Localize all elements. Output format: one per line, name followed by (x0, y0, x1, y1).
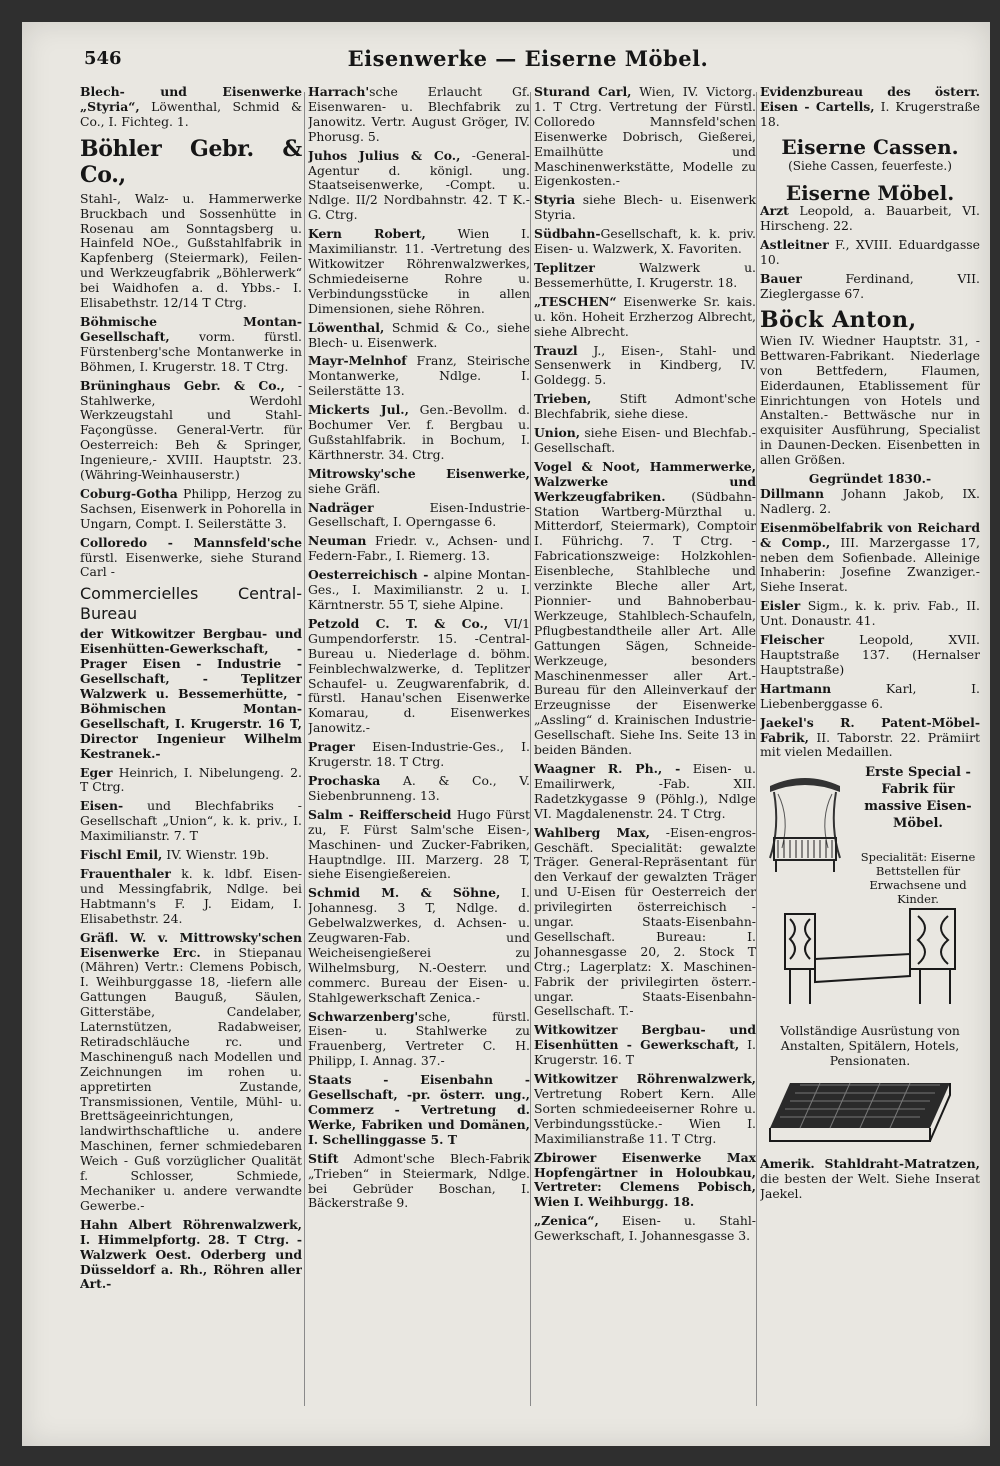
list-item: Löwenthal, Schmid & Co., siehe Blech- u. Eisenwerk. (308, 319, 530, 350)
list-item: Neuman Friedr. v., Achsen- und Federn-Fabr., I. Riemerg. 13. (308, 533, 530, 564)
directory-page (22, 22, 990, 1446)
list-item: Teplitzer Walzwerk u. Bessemerhütte, I. Krugerstr. 18. (534, 259, 756, 290)
list-item: Trieben, Stift Admont'sche Blechfabrik, siehe diese. (534, 391, 756, 422)
list-item: Nadräger Eisen-Industrie-Gesellschaft, I. Operngasse 6. (308, 499, 530, 530)
list-item: Eger Heinrich, I. Nibelungeng. 2. T Ctrg. (80, 764, 302, 795)
list-item: Brüninghaus Gebr. & Co., -Stahlwerke, Werdohl Werkzeugstahl und Stahl-Façongüsse. General-Vertr. für Oesterreich: Beh & Springer, Ingenieure,- XVIII. Hauptstr. 23. (Währing-Weinhauserstr.) (80, 377, 302, 483)
column-rule (530, 92, 531, 1406)
list-item: Eisen- und Blechfabriks - Gesellschaft „Union“, k. k. priv., I. Maximilianstr. 7. T (80, 798, 302, 844)
list-item: Commercielles Central-Bureau der Witkowitzer Bergbau- und Eisenhütten-Gewerkschaft, -Prager Eisen - Industrie - Gesellschaft, - Teplitzer Walzwerk u. Bessemerhütte, - Böhmischen Montan-Gesellschaft, I. Krugerstr. 16 T, Director Ingenieur Wilhelm Kestranek.- (80, 584, 302, 761)
column-4 (760, 85, 980, 1426)
list-item: Wahlberg Max, -Eisen-engros-Geschäft. Specialität: gewalzte Träger. General-Repräsentant für den Verkauf der gewalzten Träger und U-Eisen für Oesterreich der privilegirten österreichisch - ungar. Staats-Eisenbahn-Gesellschaft. Bureau: I. Johannesgasse 20, 2. Stock T Ctrg.; Lagerplatz: X. Maschinen-Fabrik der privilegirten österr.-ungar. Staats-Eisenbahn-Gesellschaft. T.- (534, 824, 756, 1019)
list-item: Waagner R. Ph., - Eisen- u. Emailirwerk, -Fab. XII. Radetzkygasse 9 (Pöhlg.), Ndlge VI. Magdalenenstr. 24. T Ctrg. (534, 760, 756, 821)
list-item: Böhmische Montan-Gesellschaft, vorm. fürstl. Fürstenberg'sche Montanwerke in Böhmen, I. Krugerstr. 18. T Ctrg. (80, 313, 302, 374)
list-item: Astleitner F., XVIII. Eduardgasse 10. (760, 237, 980, 268)
list-item: Südbahn-Gesellschaft, k. k. priv. Eisen- u. Walzwerk, X. Favoriten. (534, 226, 756, 257)
advertiser-name: Böck Anton, (760, 306, 917, 333)
page-header (78, 42, 978, 82)
section-reference: (Siehe Cassen, feuerfeste.) (788, 158, 952, 173)
list-item: Gräfl. W. v. Mittrowsky'schen Eisenwerke Erc. in Stiepanau (Mähren) Vertr.: Clemens Pobisch, I. Weihburggasse 18, -liefern alle Gattungen Bauguß, Säulen, Gitterstäbe, Candelaber, Laternstützen, Radabweiser, Retiradschläuche rc. und Maschinenguß nach Modellen und Zeichnungen im rohen u. appretirten Zustande, Transmissionen, Ventile, Mühl- u. Brettsägeeinrichtungen, landwirthschaftliche u. andere Maschinen, ferner schmiedebaren Weich - Guß vorzüglicher Qualität f. Schlosser, Schmiede, Mechaniker u. andere verwandte Gewerbe.- (80, 929, 302, 1213)
column-3 (534, 85, 756, 1426)
list-item: Oesterreichisch - alpine Montan-Ges., I. Maximilianstr. 2 u. I. Kärntnerstr. 55 T, siehe Alpine. (308, 567, 530, 612)
list-item: Mickerts Jul., Gen.-Bevollm. d. Bochumer Ver. f. Bergbau u. Gußstahlfabrik. in Bochum, I. Kärthnerstr. 34. Ctrg. (308, 402, 530, 462)
list-item: Evidenzbureau des österr. Eisen - Cartells, I. Krugerstraße 18. (760, 85, 980, 129)
display-name: Commercielles Central-Bureau (80, 584, 302, 624)
advertisement-jaekel (760, 764, 980, 1024)
list-item: Stift Admont'sche Blech-Fabrik „Trieben“ in Steiermark, Ndlge. bei Gebrüder Boschan, I. Bäckerstraße 9. (308, 1150, 530, 1211)
list-item: Dillmann Johann Jakob, IX. Nadlerg. 2. (760, 485, 980, 516)
list-item: Trauzl J., Eisen-, Stahl- und Sensenwerk in Kindberg, IV. Goldegg. 5. (534, 342, 756, 388)
advertisement-boeck (760, 306, 980, 487)
list-item: Sturand Carl, Wien, IV. Victorg. 1. T Ctrg. Vertretung der Fürstl. Colloredo Mannsfeld'schen Eisenwerke Dobrisch, Gießerei, Emailhütte und Maschinenwerkstätte, Modelle zu Eigenkosten.- (534, 85, 756, 189)
list-item: Fischl Emil, IV. Wienstr. 19b. (80, 847, 270, 863)
display-name: Böhler Gebr. & Co., (80, 135, 302, 188)
list-item: Bauer Ferdinand, VII. Zieglergasse 67. (760, 271, 980, 301)
list-item: Staats - Eisenbahn - Gesellschaft, -pr. österr. ung., Commerz - Vertretung d. Werke, Fabriken und Domänen, I. Schellinggasse 5. T (308, 1072, 530, 1147)
column-rule (756, 92, 757, 1406)
list-item: Prochaska A. & Co., V. Siebenbrunneng. 13. (308, 772, 530, 803)
list-item: Mayr-Melnhof Franz, Steirische Montanwerke, Ndlge. I. Seilerstätte 13. (308, 353, 530, 399)
list-item: Coburg-Gotha Philipp, Herzog zu Sachsen, Eisenwerk in Pohorella in Ungarn, Compt. I. Seilerstätte 3. (80, 485, 302, 531)
list-item: Styria siehe Blech- u. Eisenwerk Styria. (534, 192, 756, 223)
list-item: Blech- und Eisenwerke „Styria“, Löwenthal, Schmid & Co., I. Fichteg. 1. (80, 85, 302, 129)
list-item: Arzt Leopold, a. Bauarbeit, VI. Hirscheng. 22. (760, 203, 980, 234)
list-item: Witkowitzer Bergbau- und Eisenhütten - Gewerkschaft, I. Krugerstr. 16. T (534, 1022, 756, 1068)
column-1 (80, 85, 302, 1426)
list-item: Hartmann Karl, I. Liebenberggasse 6. (760, 680, 980, 711)
list-item: Union, siehe Eisen- und Blechfab.-Gesellschaft. (534, 425, 756, 455)
list-item: Witkowitzer Röhrenwalzwerk, Vertretung Robert Kern. Alle Sorten schmiedeeiserner Rohre u. Verbindungsstücke.- Wien I. Maximilianstraße 11. T Ctrg. (534, 1071, 756, 1146)
list-item: Harrach'sche Erlaucht Gf. Eisenwaren- u. Blechfabrik zu Janowitz. Vertr. August Gröger, IV. Phorusg. 5. (308, 85, 530, 144)
list-item: Schwarzenberg'sche, fürstl. Eisen- u. Stahlwerke zu Frauenberg, Vertreter C. H. Philipp, I. Annag. 37.- (308, 1008, 530, 1069)
list-item: Juhos Julius & Co., -General-Agentur d. königl. ung. Staatseisenwerke, -Compt. u. Ndlge. II/2 Nordbahnstr. 42. T K.-G. Ctrg. (308, 147, 530, 223)
list-item: Fleischer Leopold, XVII. Hauptstraße 137. (Hernalser Hauptstraße) (760, 632, 980, 677)
list-item: Prager Eisen-Industrie-Ges., I. Krugerstr. 18. T Ctrg. (308, 739, 530, 770)
section-heading: Eiserne Cassen. (781, 134, 959, 159)
column-2 (308, 85, 530, 1426)
list-item: Frauenthaler k. k. ldbf. Eisen- und Messingfabrik, Ndlge. bei Habtmann's F. J. Eidam, I. Elisabethstr. 24. (80, 865, 302, 926)
list-item: Hahn Albert Röhrenwalzwerk, I. Himmelpfortg. 28. T Ctrg. -Walzwerk Oest. Oderberg und Düsseldorf a. Rh., Röhren aller Art.- (80, 1216, 302, 1292)
list-item: Petzold C. T. & Co., VI/1 Gumpendorferstr. 15. -Central-Bureau u. Niederlage d. böhm. Feinblechwalzwerke, d. Teplitzer Schaufel- u. Zeugwarenfabrik, d. fürstl. Hanau'schen Eisenwerke Komarau, d. Eisenwerkes Janowitz.- (308, 615, 530, 736)
mattress-illustration (760, 1073, 960, 1153)
list-item: „TESCHEN“ Eisenwerke Sr. kais. u. kön. Hoheit Erzherzog Albrecht, siehe Albrecht. (534, 293, 756, 339)
founded-line: Gegründet 1830.- (808, 471, 932, 487)
list-item: Amerik. Stahldraht-Matratzen, die besten der Welt. Siehe Inserat Jaekel. (760, 1156, 980, 1201)
list-item: Jaekel's R. Patent-Möbel-Fabrik, II. Taborstr. 22. Prämiirt mit vielen Medaillen. (760, 714, 980, 760)
ad-body: Wien IV. Wiedner Hauptstr. 31, -Bettwaren-Fabrikant. Niederlage von Bettfedern, Flaumen, Eiderdaunen, Etablissement für Einrichtungen von Hotels und Anstalten.- Bettwäsche nur in exquisiter Ausführung, Specialist in Daunen-Decken. Eisenbetten in allen Größen. (760, 332, 980, 468)
ad-specialty: Specialität: Eiserne Bettstellen für Erwachsene und Kinder. (860, 850, 976, 907)
ad-tagline: Vollständige Ausrüstung von Anstalten, Spitälern, Hotels, Pensionaten. (780, 1023, 960, 1069)
list-item: Salm - Reifferscheid Hugo Fürst zu, F. Fürst Salm'sche Eisen-, Maschinen- und Zucker-Fabriken, Hauptndlge. III. Marzerg. 28 T, siehe Eisengießereien. (308, 806, 530, 882)
list-item: Eisenmöbelfabrik von Reichard & Comp., III. Marzergasse 17, neben dem Sofienbade. Alleinige Inhaberin: Josefine Zwanziger.- Siehe Inserat. (760, 519, 980, 595)
crib-illustration (760, 768, 850, 878)
list-item: „Zenica“, Eisen- u. Stahl-Gewerkschaft, I. Johannesgasse 3. (534, 1213, 756, 1244)
list-item: Mitrowsky'sche Eisenwerke, siehe Gräfl. (308, 465, 530, 496)
section-heading: Eiserne Möbel. (785, 180, 955, 205)
list-item: Kern Robert, Wien I. Maximilianstr. 11. -Vertretung des Witkowitzer Röhrenwalzwerkes, Schmiedeiserne Rohre u. Verbindungsstücke in allen Dimensionen, siehe Röhren. (308, 226, 530, 316)
list-item: Schmid M. & Söhne, I. Johannesg. 3 T, Ndlge. d. Gebelwalzwerkes, d. Achsen- u. Zeugwaren-Fab. und Weicheisengießerei zu Wilhelmsburg, N.-Oesterr. und commerc. Bureau der Eisen- u. Stahlgewerkschaft Zenica.- (308, 885, 530, 1005)
list-item: Vogel & Noot, Hammerwerke, Walzwerke und Werkzeugfabriken. (Südbahn-Station Wartberg-Mürzthal u. Mitterdorf, Steiermark), Comptoir I. Führichg. 7. T Ctrg. -Fabricationszweige: Holzkohlen-Eisenbleche, Stahlbleche und verzinkte Bleche aller Art, Pionnier- und Bahnoberbau-Werkzeuge, Stahlblech-Schaufeln, Pflugbestandtheile aller Art. Alle Gattungen Sägen, Schneide-Werkzeuge, besonders Maschinenmesser aller Art.- Bureau für den Alleinverkauf der Erzeugnisse der Eisenwerke „Assling“ d. Krainischen Industrie-Gesellschaft. Siehe Ins. Seite 13 in beiden Bänden. (534, 458, 756, 758)
ad-headline: Erste Special - Fabrik für massive Eisen-Möbel. (864, 765, 972, 832)
list-item: Zbirower Eisenwerke Max Hopfengärtner in Holoubkau, Vertreter: Clemens Pobisch, Wien I. Weihburgg. 18. (534, 1149, 756, 1210)
column-rule (304, 92, 305, 1406)
list-item: Böhler Gebr. & Co., Stahl-, Walz- u. Hammerwerke Bruckbach und Sossenhütte in Rosenau am Sonntagsberg u. Hainfeld NOe., Gußstahlfabrik in Kapfenberg (Steiermark), Feilen- und Werkzeugfabrik „Böhlerwerk“ bei Waidhofen a. d. Ybbs.- I. Elisabethstr. 12/14 T Ctrg. (80, 135, 302, 311)
list-item: Eisler Sigm., k. k. priv. Fab., II. Unt. Donaustr. 41. (760, 598, 980, 629)
list-item: Colloredo - Mannsfeld'sche fürstl. Eisenwerke, siehe Sturand Carl - (80, 534, 302, 580)
page-title: Eisenwerke — Eiserne Möbel. (347, 46, 709, 71)
page-number: 546 (84, 48, 122, 69)
bed-illustration (770, 904, 970, 1014)
